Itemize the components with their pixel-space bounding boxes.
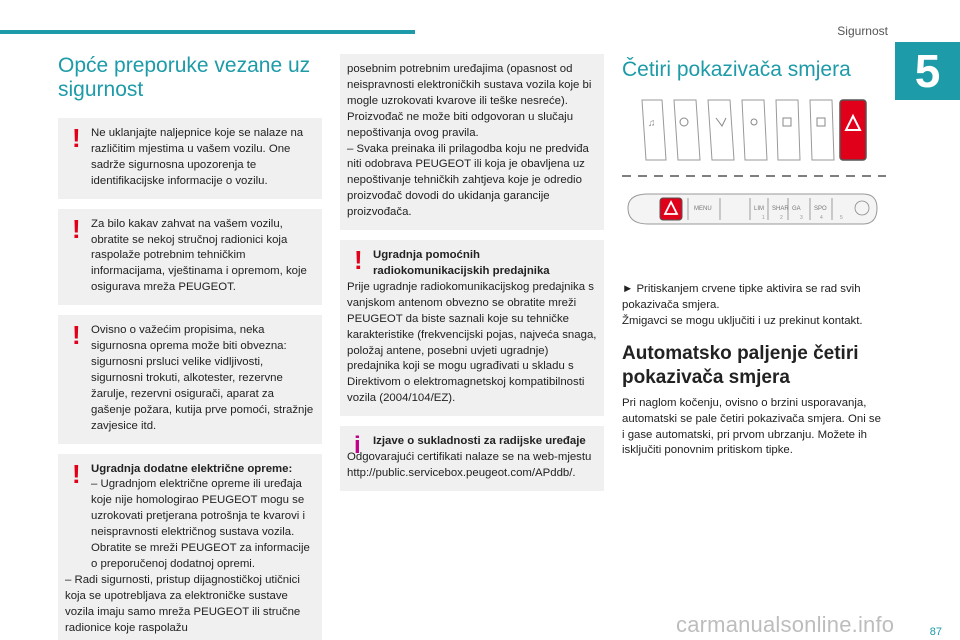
warning-text: – Radi sigurnosti, pristup dijagnostičkoj utičnici koja se upotrebljava za elektroničke sustave vozila imaju samo mreža PEUGEOT ili stručne radionice koje raspolažu: [65, 573, 301, 634]
hazard-button-diagram: [622, 98, 886, 248]
warning-exclamation-icon: !: [72, 458, 81, 489]
warning-exclamation-icon: !: [72, 123, 81, 153]
warning-title: Ugradnja dodatne električne opreme:: [91, 462, 293, 475]
warning-box-radio-transmitters: [340, 240, 604, 416]
warning-text: – Ugradnjom električne opreme ili uređaja koje nije homologirao PEUGEOT mogu se uzrokovati pretjerana potrošnja te kvarovi i neispravnosti električnog sustava vozila. Obratite se mreži PEUGEOT za informacije o preporučenoj dodatnoj opremi.: [91, 478, 310, 570]
section-title: Sigurnost: [837, 24, 888, 38]
panel-label: GA: [792, 206, 801, 212]
info-text: Odgovarajući certifikati nalaze se na web-mjestu http://public.servicebox.peugeot.com/APddb/.: [347, 451, 592, 479]
header-accent-bar: [0, 30, 415, 34]
panel-number: 1: [762, 215, 765, 221]
panel-label: SHAR: [772, 206, 789, 212]
info-title: Izjave o sukladnosti za radijske uređaje: [373, 435, 586, 448]
panel-number: 3: [800, 215, 803, 221]
column-3: [622, 54, 886, 459]
subheading-automatic-hazard: Automatsko paljenje četiri pokazivača smjera: [622, 342, 859, 388]
section-heading-hazard-lights: Četiri pokazivača smjera: [622, 58, 851, 81]
warning-exclamation-icon: !: [72, 320, 81, 351]
svg-text:♫: ♫: [648, 118, 656, 129]
panel-number: 5: [840, 215, 843, 221]
warning-exclamation-icon: !: [72, 213, 81, 244]
warning-exclamation-icon: !: [354, 245, 363, 276]
column-1: [58, 54, 322, 640]
warning-box-electrical-equipment: [58, 454, 322, 640]
warning-text: Ne uklanjajte naljepnice koje se nalaze na različitim mjestima u vašem vozilu. One sadrže sigurnosna upozorenja te identifikacijske informacije o vozilu.: [91, 127, 304, 187]
instruction-text: ► Pritiskanjem crvene tipke aktivira se rad svih pokazivača smjera.: [622, 283, 861, 311]
note-text: Žmigavci se mogu uključiti i uz prekinut kontakt.: [622, 314, 863, 327]
hazard-button-illustration: [622, 98, 886, 248]
warning-box-continued: [340, 54, 604, 230]
warning-text: posebnim potrebnim uređajima (opasnost od neispravnosti elektroničkih sustava vozila koje bi mogle uzrokovati kvarove ili teške nesreće). Proizvođač ne može biti odgovoran u slučaju nepoštivanja ovog pravila.: [347, 63, 592, 139]
column-2: [340, 54, 604, 491]
automatic-hazard-text: Pri naglom kočenju, ovisno o brzini usporavanja, automatski se pale četiri pokazivača smjera. Oni se i gase automatski, pri prvom ubrzanju. Možete ih isključiti ponovnim pritiskom tipke.: [622, 396, 881, 457]
warning-title: Ugradnja pomoćnih radiokomunikacijskih predajnika: [373, 249, 550, 277]
panel-number: 2: [780, 215, 783, 221]
warning-box-labels: [58, 118, 322, 199]
panel-label: SPO: [814, 206, 827, 212]
warning-text: – Svaka preinaka ili prilagodba koju ne predviđa niti odobrava PEUGEOT ili koja je obavljena uz nepoštivanje tehničkih zahtjeva koje je odredio proizvođač dovodi do ukidanja garancije proizvođača.: [347, 142, 589, 219]
info-icon: i: [354, 432, 361, 460]
section-heading-general-safety: Opće preporuke vezane uz sigurnost: [58, 54, 311, 101]
warning-text: Za bilo kakav zahvat na vašem vozilu, obratite se nekoj stručnoj radionici koja raspolaže potrebnim tehničkim informacijama, vještinama i opremom, koje osigurava mreža PEUGEOT.: [91, 217, 307, 294]
panel-label: LIM: [754, 206, 765, 212]
panel-label: MENU: [694, 206, 712, 212]
info-box-declarations: [340, 426, 604, 491]
warning-box-mandatory-equipment: [58, 315, 322, 443]
warning-text: Prije ugradnje radiokomunikacijskog predajnika s vanjskom antenom obvezno se obratite mreži PEUGEOT da biste saznali koje su tehničke karakteristike (frekvencijski pojas, najveća snaga, položaj antene, posebni uvjeti ugradnje) predajnika koji se mogu ugrađivati u skladu s Direktivom o elektromagnetskoj kompatibilnosti vozila (2004/104/EZ).: [347, 280, 597, 405]
warning-text: Ovisno o važećim propisima, neka sigurnosna oprema može biti obvezna: sigurnosni prsluci velike vidljivosti, sigurnosni trokuti, alkotester, rezervne žarulje, rezervni osigurači, aparat za gašenje požara, kutija prve pomoći, stražnje zavjesice itd.: [91, 324, 314, 432]
page-number: 87: [929, 626, 942, 638]
panel-number: 4: [820, 215, 823, 221]
warning-box-workshop: [58, 209, 322, 306]
chapter-number: 5: [895, 42, 960, 100]
watermark: carmanualsonline.info: [676, 612, 895, 637]
